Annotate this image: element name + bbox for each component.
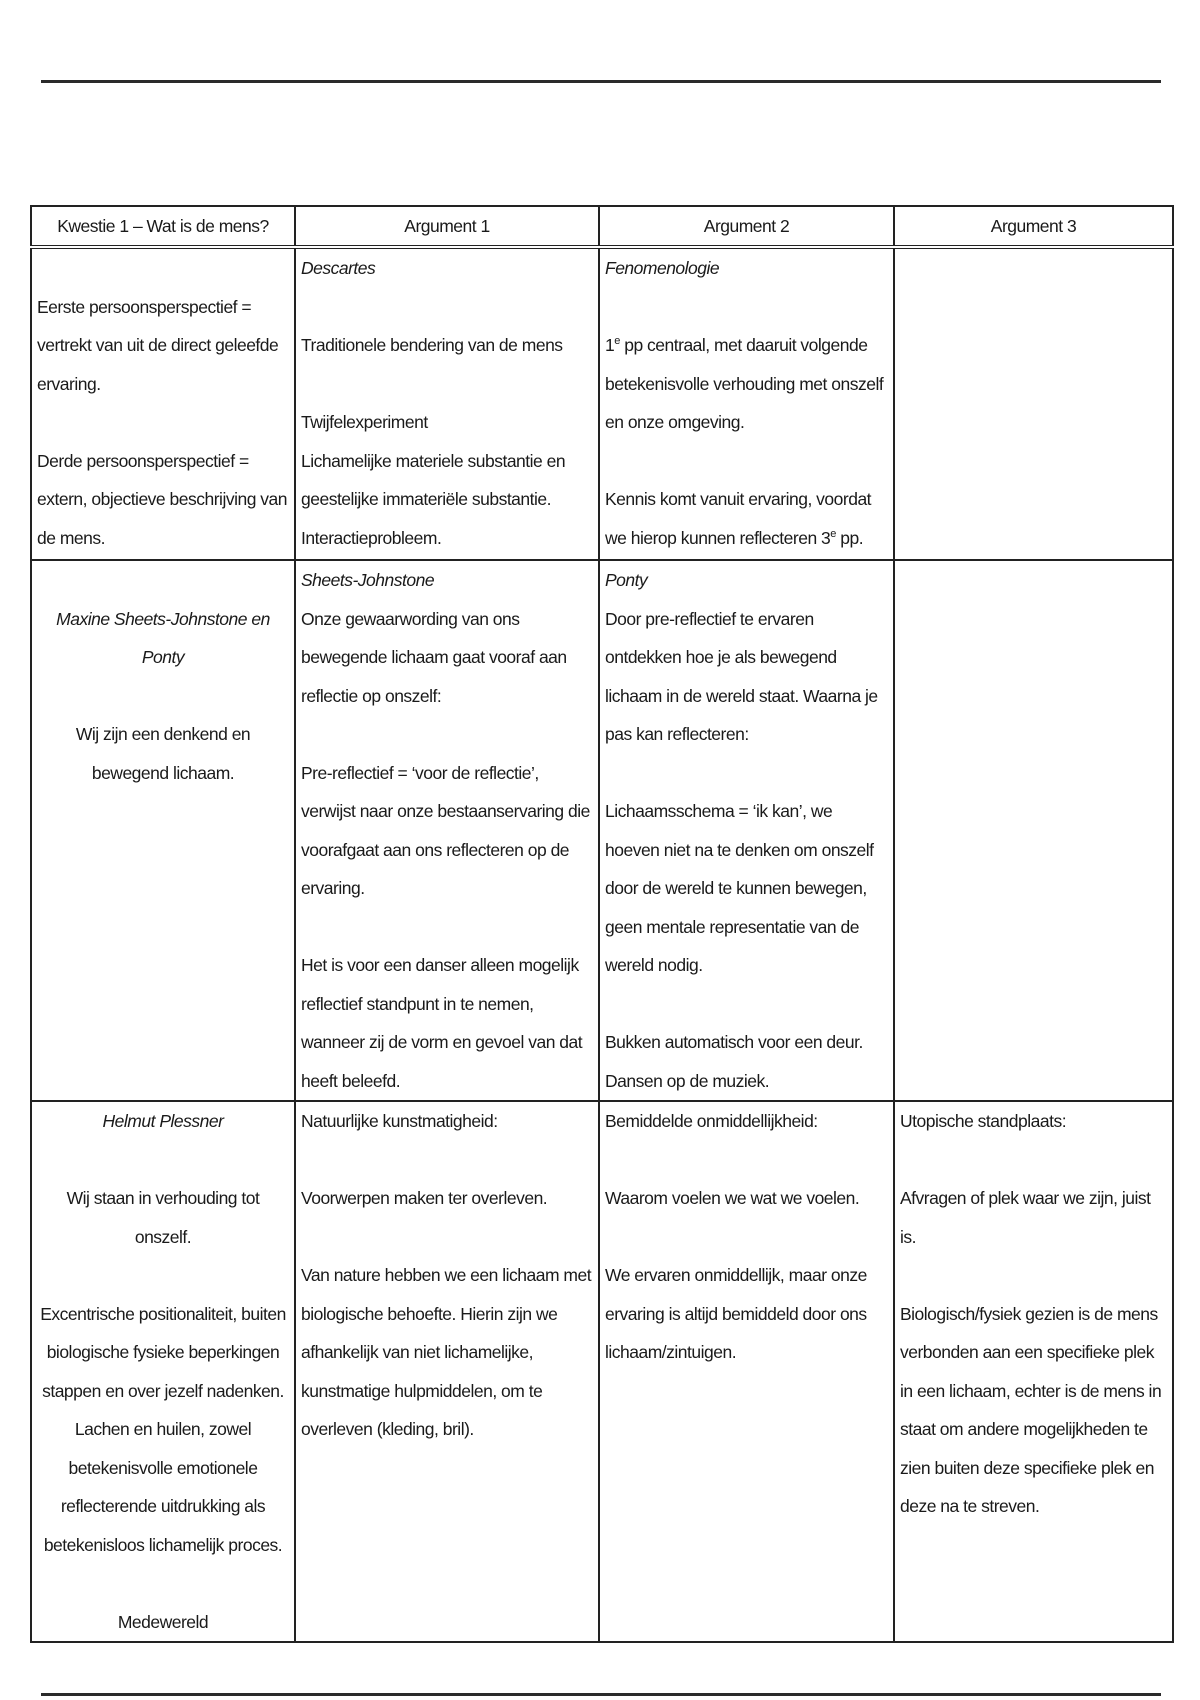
cell-argument-2 <box>599 1101 894 1642</box>
cell-text: Bukken automatisch voor een deur. Dansen op de muziek. <box>605 1032 863 1091</box>
cell-kwestie <box>31 247 295 560</box>
cell-text: Twijfelexperiment <box>301 412 428 432</box>
cell-title: Fenomenologie <box>605 258 720 278</box>
cell-argument-3 <box>894 247 1173 560</box>
cell-title: Sheets-Johnstone <box>301 570 435 590</box>
cell-text: Lichaamsschema = ‘ik kan’, we hoeven niet na te denken om onszelf door de wereld te kunnen bewegen, geen mentale representatie van de wereld nodig. <box>605 801 874 975</box>
cell-title: Natuurlijke kunstmatigheid: <box>301 1111 498 1131</box>
cell-argument-1 <box>295 560 599 1101</box>
cell-text: Derde persoonsperspectief = extern, objectieve beschrijving van de mens. <box>37 450 288 548</box>
header-argument-1: Argument 1 <box>295 206 599 247</box>
cell-text: Interactieprobleem. <box>301 527 442 548</box>
cell-text: Lachen en huilen, zowel betekenisvolle emotionele reflecterende uitdrukking als betekenisloos lichamelijk proces. <box>43 1419 283 1555</box>
argument-table <box>30 205 1174 1643</box>
cell-kwestie <box>31 560 295 1101</box>
header-argument-2: Argument 2 <box>599 206 894 247</box>
cell-title: Maxine Sheets-Johnstone en Ponty <box>56 608 270 667</box>
cell-text: Lichamelijke materiele substantie en geestelijke immateriële substantie. <box>301 450 566 509</box>
header-row <box>31 206 1173 247</box>
header-kwestie: Kwestie 1 – Wat is de mens? <box>31 206 295 247</box>
cell-text: Medewereld <box>117 1611 209 1632</box>
cell-title: Descartes <box>301 258 376 278</box>
cell-text: Onze gewaarwording van ons bewegende lichaam gaat vooraf aan reflectie op onszelf: <box>301 608 567 706</box>
bottom-rule <box>41 1693 1161 1696</box>
cell-argument-2 <box>599 247 894 560</box>
cell-text: 1e pp centraal, met daaruit volgende betekenisvolle verhouding met onszelf en onze omgeving. <box>605 335 884 432</box>
cell-text: Excentrische positionaliteit, buiten biologische fysieke beperkingen stappen en over jezelf nadenken. <box>40 1303 286 1401</box>
cell-text: Wij zijn een denkend en bewegend lichaam. <box>75 724 251 783</box>
cell-text: Pre-reflectief = ‘voor de reflectie’, verwijst naar onze bestaanservaring die voorafgaat aan ons reflecteren op de ervaring. <box>301 762 590 898</box>
cell-argument-3 <box>894 1101 1173 1642</box>
cell-text: Voorwerpen maken ter overleven. <box>301 1188 548 1208</box>
top-rule <box>41 80 1161 83</box>
table-row <box>31 247 1173 560</box>
cell-text: Door pre-reflectief te ervaren ontdekken hoe je als bewegend lichaam in de wereld staat. Waarna je pas kan reflecteren: <box>605 608 878 744</box>
cell-text: Afvragen of plek waar we zijn, juist is. <box>900 1188 1151 1247</box>
table-row <box>31 1101 1173 1642</box>
cell-argument-1 <box>295 247 599 560</box>
cell-text: Traditionele bendering van de mens <box>301 335 563 355</box>
cell-text: Biologisch/fysiek gezien is de mens verbonden aan een specifieke plek in een lichaam, echter is de mens in staat om andere mogelijkheden te zien buiten deze specifieke plek en deze na te streven. <box>900 1303 1162 1516</box>
cell-title: Utopische standplaats: <box>900 1111 1067 1131</box>
cell-text: Kennis komt vanuit ervaring, voordat we hierop kunnen reflecteren 3e pp. <box>605 489 872 548</box>
cell-text: Het is voor een danser alleen mogelijk reflectief standpunt in te nemen, wanneer zij de vorm en gevoel van dat heeft beleefd. <box>301 955 583 1091</box>
cell-text: Eerste persoonsperspectief = vertrekt van uit de direct geleefde ervaring. <box>37 296 279 394</box>
cell-kwestie <box>31 1101 295 1642</box>
cell-text: Waarom voelen we wat we voelen. <box>605 1188 860 1208</box>
cell-argument-3 <box>894 560 1173 1101</box>
cell-title: Bemiddelde onmiddellijkheid: <box>605 1111 818 1131</box>
table-row <box>31 560 1173 1101</box>
header-argument-3: Argument 3 <box>894 206 1173 247</box>
cell-text: We ervaren onmiddellijk, maar onze ervaring is altijd bemiddeld door ons lichaam/zintuigen. <box>605 1265 867 1362</box>
cell-text: Wij staan in verhouding tot onszelf. <box>66 1188 260 1247</box>
cell-title: Ponty <box>605 570 648 590</box>
cell-argument-1 <box>295 1101 599 1642</box>
cell-title: Helmut Plessner <box>102 1111 224 1131</box>
cell-text: Van nature hebben we een lichaam met biologische behoefte. Hierin zijn we afhankelijk van niet lichamelijke, kunstmatige hulpmiddelen, om te overleven (kleding, bril). <box>301 1265 592 1439</box>
cell-argument-2 <box>599 560 894 1101</box>
